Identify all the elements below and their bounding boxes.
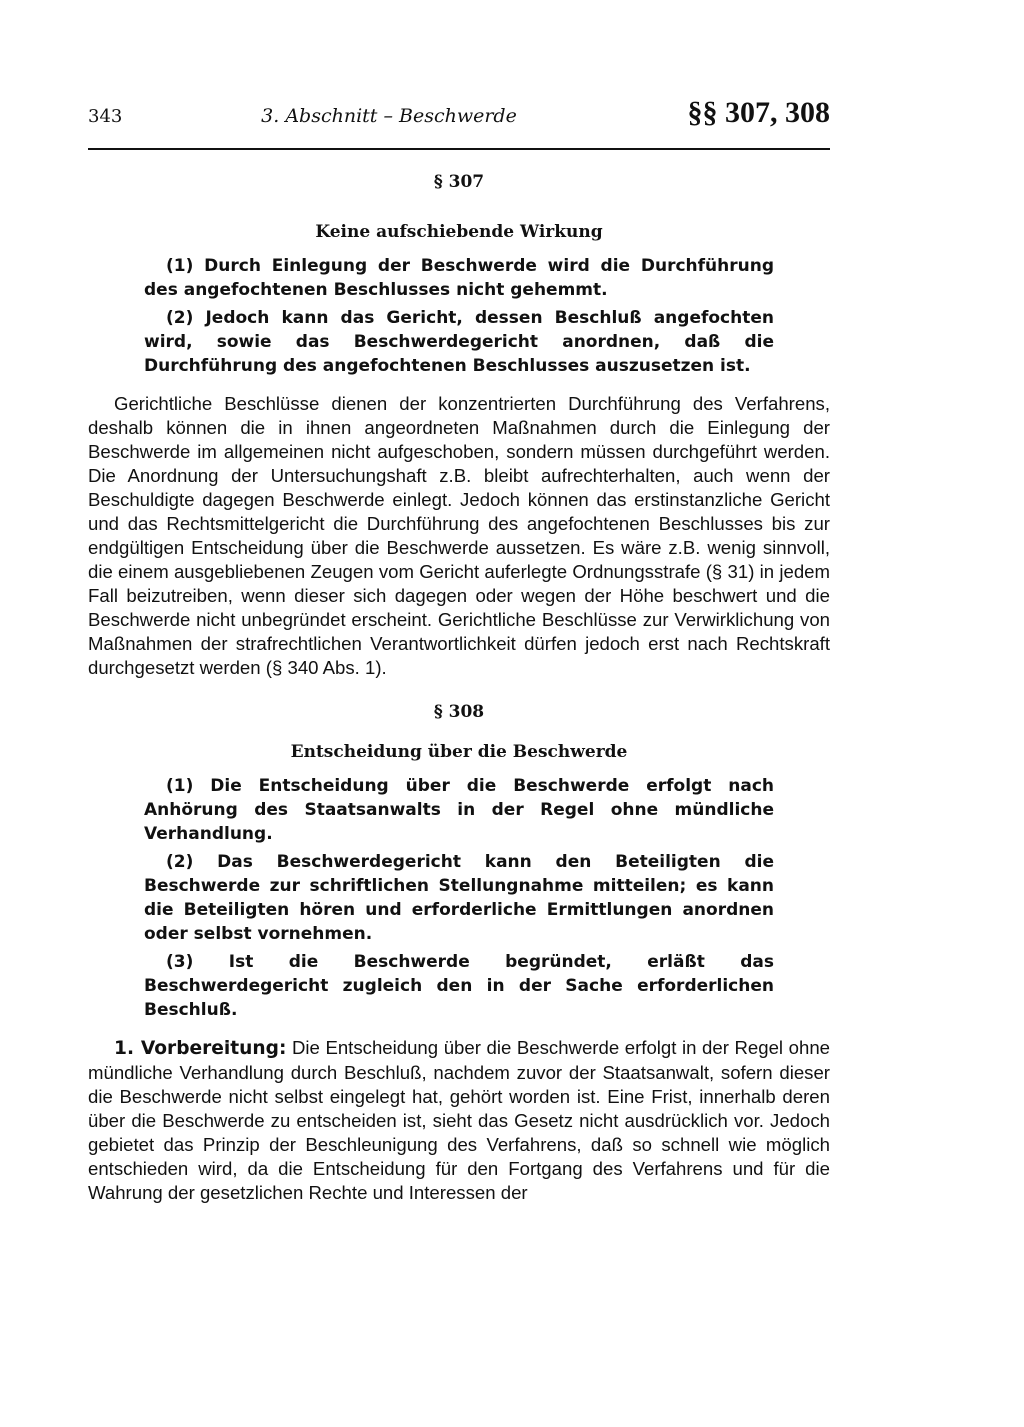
section-308-commentary-paragraph: [88, 1036, 830, 1205]
section-308-title: Entscheidung über die Beschwerde: [290, 742, 628, 762]
section-307-title: Keine aufschiebende Wirkung: [315, 222, 603, 242]
section-307-paragraph-2: (2) Jedoch kann das Gericht, dessen Beschluß angefochten wird, sowie das Beschwerdegericht anordnen, daß die Durchführung des angefochtenen Beschlusses auszusetzen ist.: [144, 308, 774, 376]
section-308-text: [88, 774, 830, 1022]
chapter-title: 3. Abschnitt – Beschwerde: [261, 105, 517, 127]
section-307-number: § 307: [433, 172, 485, 192]
section-308-number: § 308: [433, 702, 485, 722]
running-header: [88, 96, 830, 150]
section-307-paragraph-1: (1) Durch Einlegung der Beschwerde wird die Durchführung des angefochtenen Beschlusses nicht gehemmt.: [144, 256, 774, 300]
page-number: 343: [88, 106, 123, 127]
commentary-point-label: 1. Vorbereitung:: [114, 1038, 287, 1059]
section-308-paragraph-2: (2) Das Beschwerdegericht kann den Beteiligten die Beschwerde zur schriftlichen Stellungnahme mitteilen; es kann die Beteiligten hören und erforderliche Ermittlungen anordnen oder selbst vornehmen.: [144, 852, 774, 944]
section-307-commentary: [88, 392, 830, 680]
section-308-paragraph-3: (3) Ist die Beschwerde begründet, erläßt das Beschwerdegericht zugleich den in der Sache erforderlichen Beschluß.: [144, 952, 774, 1020]
section-range: §§ 307, 308: [687, 96, 830, 129]
section-308-paragraph-1: (1) Die Entscheidung über die Beschwerde erfolgt nach Anhörung des Staatsanwalts in der Regel ohne mündliche Verhandlung.: [144, 776, 774, 844]
section-308-commentary: [88, 1036, 830, 1205]
document-page: [88, 96, 830, 1205]
section-308-commentary-text: Die Entscheidung über die Beschwerde erfolgt in der Regel ohne mündliche Verhandlung durch Beschluß, nachdem zuvor der Staatsanwalt, sofern dieser die Beschwerde nicht selbst eingelegt hat, gehört worden ist. Eine Frist, innerhalb deren über die Beschwerde zu entscheiden ist, sieht das Gesetz nicht ausdrücklich vor. Jedoch gebietet das Prinzip der Beschleunigung des Verfahrens, daß so schnell wie möglich entschieden wird, da die Entscheidung für den Fortgang des Verfahrens und für die Wahrung der gesetzlichen Rechte und Interessen der: [88, 1037, 831, 1203]
section-307-text: [88, 254, 830, 378]
section-307-commentary-text: Gerichtliche Beschlüsse dienen der konzentrierten Durchführung des Verfahrens, deshalb können die in ihnen angeordneten Maßnahmen durch die Einlegung der Beschwerde im allgemeinen nicht aufgeschoben, sondern müssen durchgeführt werden. Die Anordnung der Untersuchungshaft z.B. bleibt aufrechterhalten, auch wenn der Beschuldigte dagegen Beschwerde einlegt. Jedoch können das erstinstanzliche Gericht und das Rechtsmittelgericht die Durchführung des angefochtenen Beschlusses bis zur endgültigen Entscheidung über die Beschwerde aussetzen. Es wäre z.B. wenig sinnvoll, die einem ausgebliebenen Zeugen vom Gericht auferlegte Ordnungsstrafe (§ 31) in jedem Fall beizutreiben, wenn dieser sich dagegen oder wegen der Höhe beschwert und die Beschwerde nicht unbegründet erscheint. Gerichtliche Beschlüsse zur Verwirklichung von Maßnahmen der strafrechtlichen Verantwortlichkeit dürfen jedoch erst nach Rechtskraft durchgesetzt werden (§ 340 Abs. 1).: [88, 393, 830, 678]
